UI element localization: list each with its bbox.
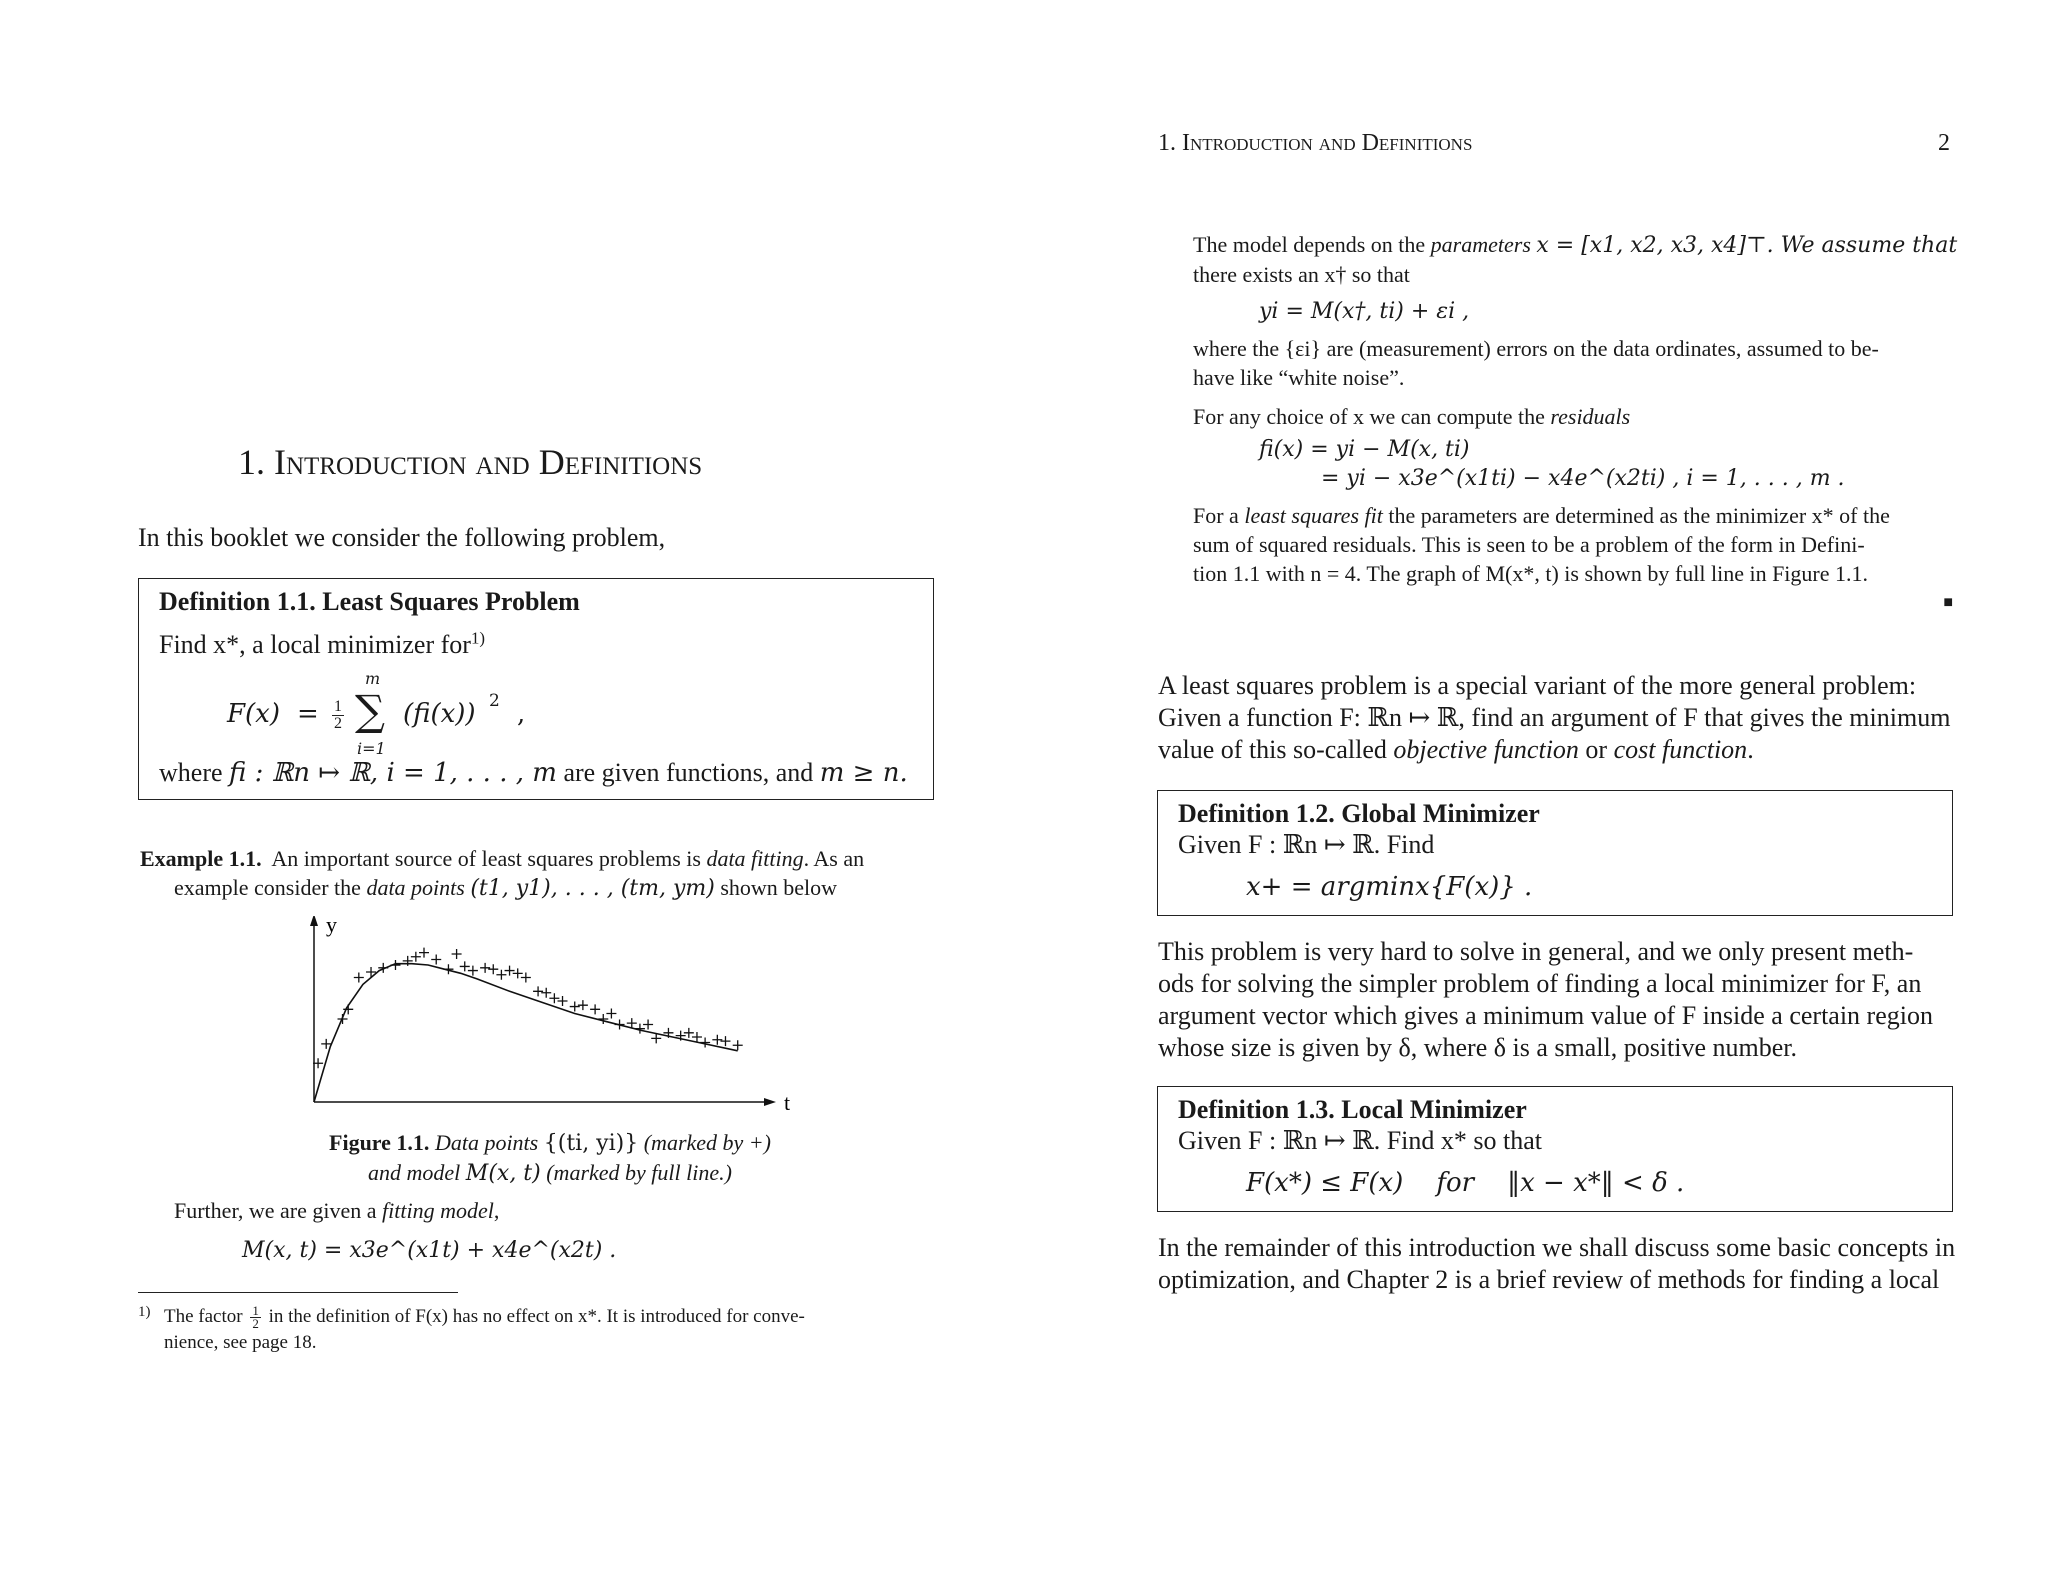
p5-line-1: A least squares problem is a special variant of the more general problem: xyxy=(1158,671,1917,700)
further-c: , xyxy=(493,1198,500,1223)
formula-eq: = xyxy=(297,699,319,729)
data-point xyxy=(488,964,498,974)
p4-line-1 xyxy=(1193,501,1953,530)
definition-1-1-find xyxy=(159,629,485,661)
data-point xyxy=(606,1008,616,1018)
p5d: objective function xyxy=(1393,735,1579,764)
p5g: . xyxy=(1747,735,1754,764)
eq-res2: = yi − x3e^(x1ti) − x4e^(x2ti) , i = 1, . . . , m . xyxy=(1321,466,1845,491)
p2-line-2: have like “white noise”. xyxy=(1193,365,1405,390)
p6-line-3: argument vector which gives a minimum value of F inside a certain region xyxy=(1158,1001,1933,1030)
where-c: are given functions, and xyxy=(563,758,814,787)
example-l1b: data fitting xyxy=(706,846,804,871)
data-point xyxy=(452,949,462,959)
p4-line-2: sum of squared residuals. This is seen to be a problem of the form in Defini- xyxy=(1193,532,1865,557)
definition-1-3-title: Definition 1.3. Local Minimizer xyxy=(1178,1095,1527,1124)
eq-res1: fi(x) = yi − M(x, ti) xyxy=(1259,437,1470,462)
data-point xyxy=(338,1014,348,1024)
formula-square: 2 xyxy=(489,691,500,711)
header-title: 1. Introduction and Definitions xyxy=(1158,130,1473,156)
data-point xyxy=(378,963,388,973)
example-1-1 xyxy=(140,844,936,903)
data-point xyxy=(578,1000,588,1010)
caption-m2: M(x, t) xyxy=(465,1161,541,1186)
data-point xyxy=(390,960,400,970)
least-squares-formula xyxy=(227,669,647,759)
half-num: 1 xyxy=(334,698,342,715)
example-l1a: An important source of least squares problems is xyxy=(271,846,701,871)
definition-1-2-line: Given F : ℝn ↦ ℝ. Find xyxy=(1178,830,1435,859)
further-b: fitting model xyxy=(382,1198,494,1223)
intro-text: In this booklet we consider the following problem, xyxy=(138,523,666,552)
p4-line-3: tion 1.1 with n = 4. The graph of M(x*, t) is shown by full line in Figure 1.1. xyxy=(1193,561,1869,586)
definition-1-1-box xyxy=(138,578,934,800)
example-l2a: example consider the xyxy=(174,875,361,900)
data-point xyxy=(496,970,506,980)
remainder-paragraph xyxy=(1158,1232,1958,1296)
chapter-title-text: 1. Introduction and Definitions xyxy=(238,442,703,482)
definition-1-2-formula: x+ = argminx{F(x)} . xyxy=(1246,872,1533,902)
data-fitting-chart xyxy=(300,916,790,1116)
intro-paragraph xyxy=(138,522,665,554)
data-point xyxy=(558,996,568,1006)
x-axis-arrow xyxy=(764,1098,776,1106)
data-point xyxy=(513,968,523,978)
chart-marks xyxy=(313,948,743,1102)
footnote-rule xyxy=(138,1292,458,1293)
further-paragraph xyxy=(174,1196,499,1225)
p6-line-4: whose size is given by δ, where δ is a small, positive number. xyxy=(1158,1033,1798,1062)
p5c: value of this so-called xyxy=(1158,735,1387,764)
example-l1c: . As an xyxy=(803,846,865,871)
model-line xyxy=(314,964,738,1102)
y-axis-label: y xyxy=(326,916,337,937)
example-line-1 xyxy=(140,844,936,873)
p7-line-2: optimization, and Chapter 2 is a brief review of methods for finding a local xyxy=(1158,1265,1940,1294)
definition-1-3-line: Given F : ℝn ↦ ℝ. Find x* so that xyxy=(1178,1126,1543,1155)
definition-1-1-title: Definition 1.1. Least Squares Problem xyxy=(159,587,580,616)
data-point xyxy=(598,1014,608,1024)
example-l2b: data points xyxy=(366,875,465,900)
fitting-model-formula: M(x, t) = x3e^(x1t) + x4e^(x2t) . xyxy=(242,1238,617,1263)
p1b: parameters xyxy=(1430,232,1531,257)
data-point xyxy=(419,948,429,958)
data-point xyxy=(443,964,453,974)
formula-half xyxy=(332,699,344,732)
data-point xyxy=(570,1002,580,1012)
sum-bottom: i=1 xyxy=(357,739,386,758)
example-l2d: shown below xyxy=(720,875,838,900)
example-l2c: (t1, y1), . . . , (tm, ym) xyxy=(470,876,715,901)
data-point xyxy=(480,963,490,973)
chapter-title xyxy=(238,440,702,484)
caption-label: Figure 1.1. xyxy=(329,1130,430,1155)
footnote-half xyxy=(250,1305,261,1330)
data-point xyxy=(733,1040,743,1050)
where-b: fi : ℝn ↦ ℝ, i = 1, . . . , m xyxy=(229,758,557,788)
data-point xyxy=(590,1004,600,1014)
p5-line-3 xyxy=(1158,734,1958,766)
where-a: where xyxy=(159,758,223,787)
half-den: 2 xyxy=(334,715,342,732)
footnote-mark: 1) xyxy=(138,1304,151,1320)
p6-line-2: ods for solving the simpler problem of finding a local minimizer for F, an xyxy=(1158,969,1922,998)
p6-line-1: This problem is very hard to solve in general, and we only present meth- xyxy=(1158,937,1914,966)
definition-1-2-box xyxy=(1157,790,1953,916)
definition-1-3-box xyxy=(1157,1086,1953,1212)
p1-line-2: there exists an x† so that xyxy=(1193,262,1410,287)
p1c: x = [x1, x2, x3, x4]⊤. We assume that xyxy=(1536,233,1958,258)
data-point xyxy=(720,1036,730,1046)
data-point xyxy=(354,973,364,983)
sum-symbol: ∑ xyxy=(355,686,385,735)
caption-t2: (marked by +) xyxy=(643,1130,771,1155)
p3b: residuals xyxy=(1550,404,1631,429)
hard-problem-paragraph xyxy=(1158,936,1958,1064)
footnote-half-den: 2 xyxy=(252,1316,259,1332)
example-continued xyxy=(1193,230,1958,617)
p4a: For a xyxy=(1193,503,1239,528)
data-point xyxy=(700,1038,710,1048)
y-axis-arrow xyxy=(310,916,318,926)
definition-1-3-formula: F(x*) ≤ F(x) for ‖x − x*‖ < δ . xyxy=(1246,1168,1685,1198)
data-point xyxy=(431,955,441,965)
footnote-line-1 xyxy=(164,1304,944,1330)
caption-line-2 xyxy=(300,1158,800,1188)
footnote-b: in the definition of F(x) has no effect on x*. It is introduced for conve- xyxy=(268,1306,805,1327)
p3a: For any choice of x we can compute the xyxy=(1193,404,1545,429)
data-point xyxy=(549,993,559,1003)
definition-1-2-title: Definition 1.2. Global Minimizer xyxy=(1178,799,1540,828)
footnote-half-num: 1 xyxy=(252,1303,259,1319)
example-line-2 xyxy=(140,873,936,903)
data-point xyxy=(712,1035,722,1045)
formula-lhs: F(x) xyxy=(227,699,280,729)
p5e: or xyxy=(1585,735,1608,764)
data-point xyxy=(505,966,515,976)
x-axis-label: t xyxy=(784,1090,790,1115)
figure-caption xyxy=(300,1128,800,1188)
caption-t1: Data points xyxy=(434,1130,539,1155)
caption-t4: (marked by full line.) xyxy=(546,1160,732,1185)
eq-yi: yi = M(x†, ti) + εi , xyxy=(1259,299,1470,324)
sum-top: m xyxy=(365,669,381,688)
caption-t3: and model xyxy=(368,1160,461,1185)
p3-line xyxy=(1193,402,1953,431)
data-point xyxy=(643,1020,653,1030)
formula-term: (fi(x)) xyxy=(403,699,476,729)
p1-line-1 xyxy=(1193,230,1958,260)
caption-line-1 xyxy=(300,1128,800,1158)
footnote xyxy=(138,1303,944,1355)
formula-comma: , xyxy=(517,699,526,729)
example-label: Example 1.1. xyxy=(140,846,262,871)
p4c: the parameters are determined as the minimizer x* of the xyxy=(1388,503,1890,528)
chart-axes xyxy=(310,916,790,1115)
p5f: cost function xyxy=(1613,735,1748,764)
qed-mark: ■ xyxy=(1943,594,1953,611)
p2-line-1: where the {εi} are (measurement) errors on the data ordinates, assumed to be- xyxy=(1193,336,1879,361)
page-number: 2 xyxy=(1938,130,1950,156)
caption-m1: {(ti, yi)} xyxy=(543,1131,639,1156)
data-point xyxy=(615,1020,625,1030)
general-problem-paragraph xyxy=(1158,670,1958,766)
p5-line-2: Given a function F: ℝn ↦ ℝ, find an argument of F that gives the minimum xyxy=(1158,703,1951,732)
further-a: Further, we are given a xyxy=(174,1198,377,1223)
data-point xyxy=(635,1024,645,1034)
data-point xyxy=(533,986,543,996)
definition-1-1-where xyxy=(159,757,908,789)
find-text: Find x*, a local minimizer for xyxy=(159,630,471,659)
data-point xyxy=(541,988,551,998)
p1a: The model depends on the xyxy=(1193,232,1426,257)
footnote-line-2: nience, see page 18. xyxy=(164,1332,317,1354)
where-d: m ≥ n. xyxy=(819,758,908,788)
p7-line-1: In the remainder of this introduction we shall discuss some basic concepts in xyxy=(1158,1233,1956,1262)
p4b: least squares fit xyxy=(1244,503,1383,528)
footnote-a: The factor xyxy=(164,1306,243,1327)
footnote-ref: 1) xyxy=(470,628,486,648)
running-header xyxy=(1158,128,1472,158)
